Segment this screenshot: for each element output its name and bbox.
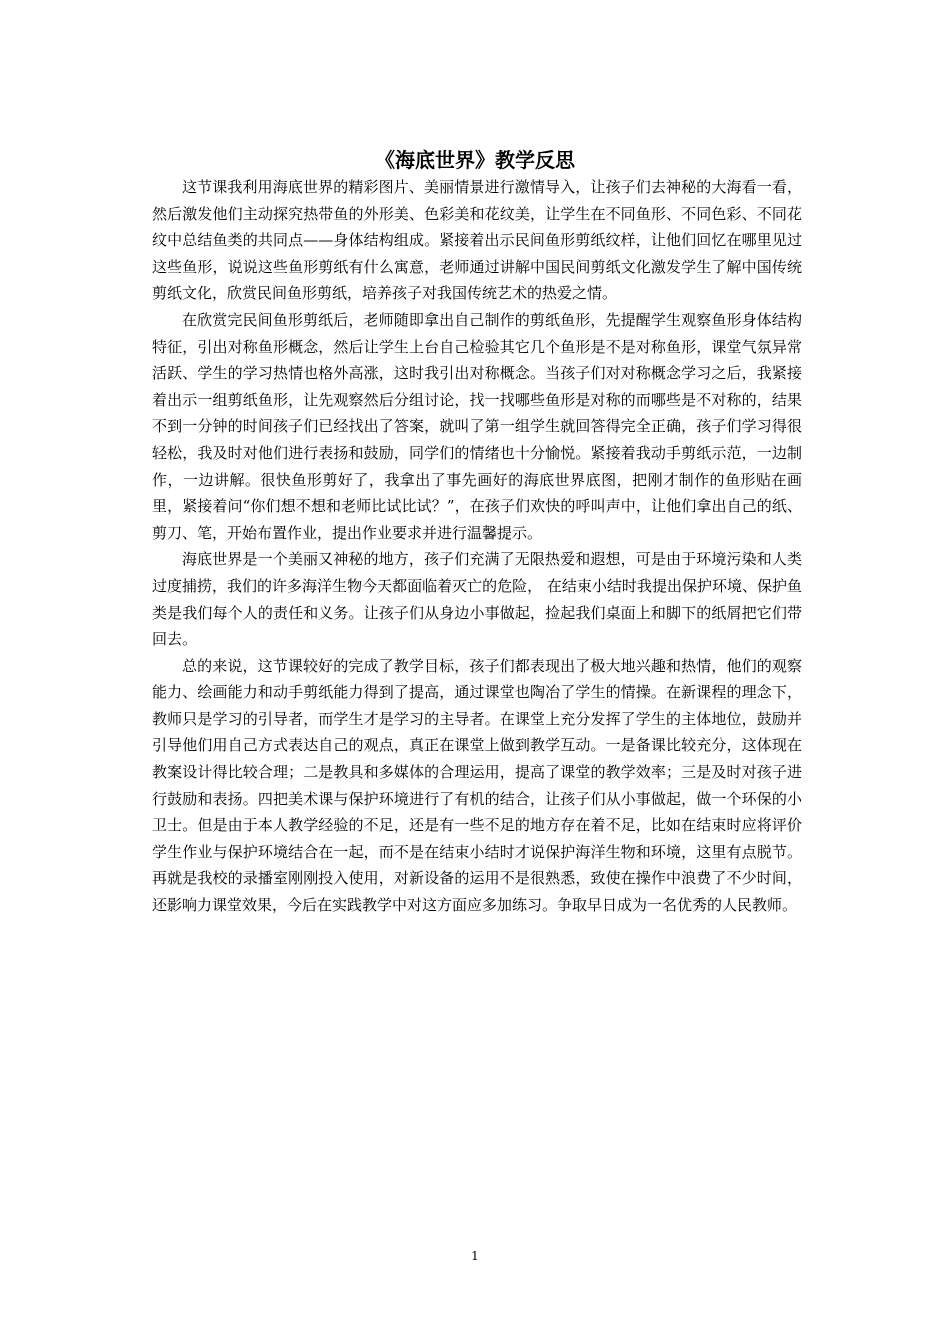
paragraph-4: 总的来说，这节课较好的完成了教学目标，孩子们都表现出了极大地兴趣和热情，他们的观察能力、绘画能力和动手剪纸能力得到了提高，通过课堂也陶冶了学生的情操。在新课程的理念下，教师只是学习的引导者，而学生才是学习的主导者。在课堂上充分发挥了学生的主体地位，鼓励并引导他们用自己方式表达自己的观点，真正在课堂上做到教学互动。一是备课比较充分，这体现在教案设计得比较合理；二是教具和多媒体的合理运用，提高了课堂的教学效率；三是及时对孩子进行鼓励和表扬。四把美术课与保护环境进行了有机的结合，让孩子们从小事做起，做一个环保的小卫士。但是由于本人教学经验的不足，还是有一些不足的地方存在着不足，比如在结束时应将评价学生作业与保护环境结合在一起，而不是在结束小结时才说保护海洋生物和环境，这里有点脱节。再就是我校的录播室刚刚投入使用，对新设备的运用不是很熟悉，致使在操作中浪费了不少时间，还影响力课堂效果，今后在实践教学中对这方面应多加练习。争取早日成为一名优秀的人民教师。	[152, 656, 802, 915]
document-body	[152, 174, 802, 919]
paragraph-1: 这节课我利用海底世界的精彩图片、美丽情景进行激情导入，让孩子们去神秘的大海看一看，然后激发他们主动探究热带鱼的外形美、色彩美和花纹美，让学生在不同鱼形、不同色彩、不同花纹中总结鱼类的共同点——身体结构组成。紧接着出示民间鱼形剪纸纹样，让他们回忆在哪里见过这些鱼形，说说这些鱼形剪纸有什么寓意，老师通过讲解中国民间剪纸文化激发学生了解中国传统剪纸文化，欣赏民间鱼形剪纸，培养孩子对我国传统艺术的热爱之情。	[152, 178, 802, 303]
paragraph-2: 在欣赏完民间鱼形剪纸后，老师随即拿出自己制作的剪纸鱼形，先提醒学生观察鱼形身体结构特征，引出对称鱼形概念，然后让学生上台自己检验其它几个鱼形是不是对称鱼形，课堂气氛异常活跃、学生的学习热情也格外高涨，这时我引出对称概念。当孩子们对对称概念学习之后，我紧接着出示一组剪纸鱼形，让先观察然后分组讨论，找一找哪些鱼形是对称的而哪些是不对称的，结果不到一分钟的时间孩子们已经找出了答案，就叫了第一组学生就回答得完全正确，孩子们学习得很轻松，我及时对他们进行表扬和鼓励，同学们的情绪也十分愉悦。紧接着我动手剪纸示范，一边制作，一边讲解。很快鱼形剪好了，我拿出了事先画好的海底世界底图，把刚才制作的鱼形贴在画里，紧接着问“你们想不想和老师比试比试？”，在孩子们欢快的呼叫声中，让他们拿出自己的纸、剪刀、笔，开始布置作业，提出作业要求并进行温馨提示。	[152, 310, 802, 542]
page-number: 1	[471, 1249, 479, 1263]
document-title: 《海底世界》教学反思	[375, 148, 575, 172]
paragraph-3: 海底世界是一个美丽又神秘的地方，孩子们充满了无限热爱和遐想，可是由于环境污染和人类过度捕捞，我们的许多海洋生物今天都面临着灭亡的危险， 在结束小结时我提出保护环境、保护鱼类是我们每个人的责任和义务。让孩子们从身边小事做起，捡起我们桌面上和脚下的纸屑把它们带回去。	[152, 550, 802, 649]
